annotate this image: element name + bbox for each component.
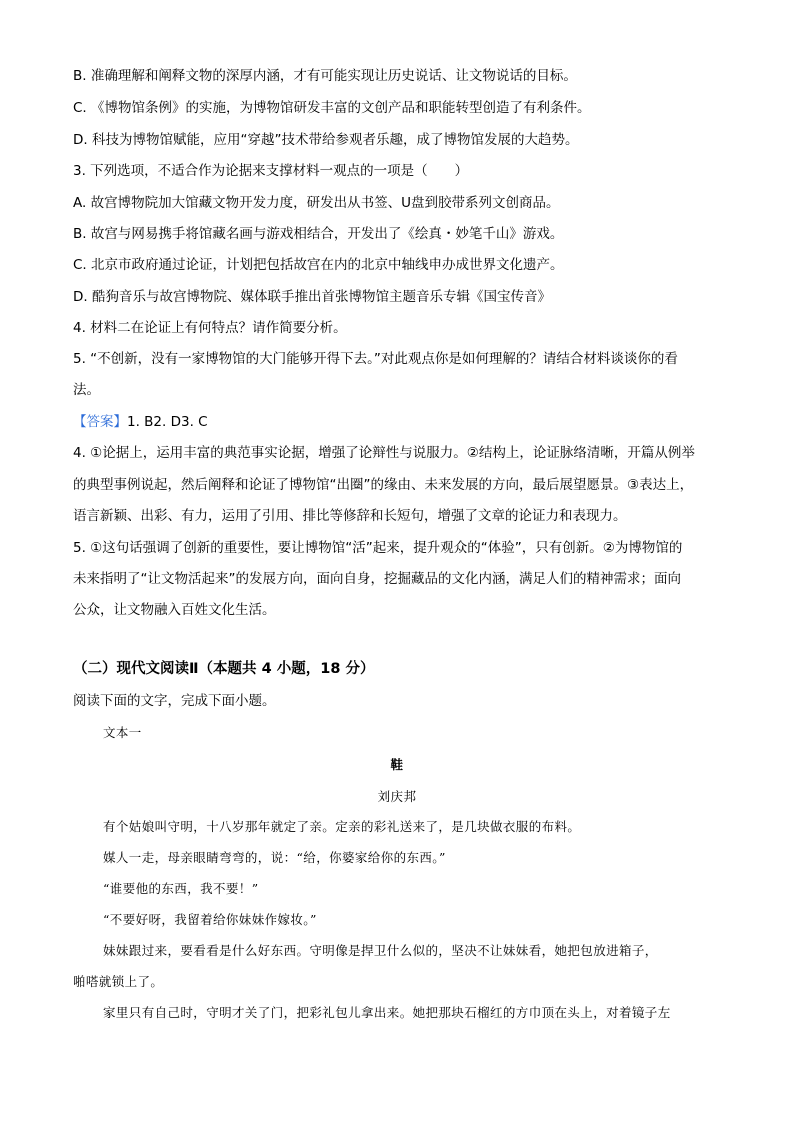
- answer-line: [73, 413, 208, 431]
- text-label: 文本一: [103, 725, 142, 740]
- q3-option-a: A. 故宫博物院加大馆藏文物开发力度，研发出从书签、U盘到胶带系列文创商品。: [73, 195, 560, 211]
- section-title: （二）现代文阅读Ⅱ（本题共 4 小题，18 分）: [73, 661, 375, 677]
- answer-choices: 1. B2. D3. C: [127, 414, 208, 430]
- q2-option-c: C. 《博物馆条例》的实施，为博物馆研发丰富的文创产品和职能转型创造了有利条件。: [73, 100, 591, 116]
- answer4-line2: 的典型事例说起，然后阐释和论证了博物馆“出圈”的缘由、未来发展的方向，最后展望愿景。③表达上，: [73, 477, 694, 493]
- answer5-line1: 5. ①这句话强调了创新的重要性，要让博物馆“活”起来，提升观众的“体验”，只有创新。②为博物馆的: [73, 540, 683, 556]
- section-instruction: 阅读下面的文字，完成下面小题。: [73, 693, 276, 709]
- q4-stem: 4. 材料二在论证上有何特点？请作简要分析。: [73, 320, 347, 336]
- story-paragraph: 妹妹跟过来，要看看是什么好东西。守明像是捍卫什么似的，坚决不让妹妹看，她把包放进箱子，: [103, 943, 658, 958]
- story-paragraph: “谁要他的东西，我不要！”: [103, 881, 259, 896]
- story-paragraph: 有个姑娘叫守明，十八岁那年就定了亲。定亲的彩礼送来了，是几块做衣服的布料。: [103, 819, 581, 834]
- story-paragraph-continued: 啪嗒就锁上了。: [73, 974, 164, 989]
- q2-option-b: B. 准确理解和阐释文物的深厚内涵，才有可能实现让历史说话、让文物说话的目标。: [73, 68, 577, 84]
- answer4-line3: 语言新颖、出彩、有力，运用了引用、排比等修辞和长短句，增强了文章的论证力和表现力。: [73, 508, 627, 524]
- story-title: 鞋: [390, 757, 404, 772]
- q3-option-d: D. 酷狗音乐与故宫博物院、媒体联手推出首张博物馆主题音乐专辑《国宝传音》: [73, 289, 551, 305]
- story-paragraph: “不要好呀，我留着给你妹妹作嫁妆。”: [103, 912, 317, 927]
- q5-stem-line1: 5. “不创新，没有一家博物馆的大门能够开得下去。”对此观点你是如何理解的？请结合材料谈谈你的看: [73, 351, 678, 367]
- q2-option-d: D. 科技为博物馆赋能，应用“穿越”技术带给参观者乐趣，成了博物馆发展的大趋势。: [73, 132, 579, 148]
- q3-option-c: C. 北京市政府通过论证，计划把包括故宫在内的北京中轴线申办成世界文化遗产。: [73, 257, 564, 273]
- answer4-line1: 4. ①论据上，运用丰富的典范事实论据，增强了论辩性与说服力。②结构上，论证脉络清晰，开篇从例举: [73, 445, 695, 461]
- answer-label: 【答案】: [73, 414, 127, 430]
- story-author: 刘庆邦: [377, 789, 417, 804]
- story-paragraph: 媒人一走，母亲眼睛弯弯的，说：“给，你婆家给你的东西。”: [103, 850, 446, 865]
- q3-stem: 3. 下列选项，不适合作为论据来支撑材料一观点的一项是（ ）: [73, 163, 469, 179]
- answer5-line3: 公众，让文物融入百姓文化生活。: [73, 602, 276, 618]
- q3-option-b: B. 故宫与网易携手将馆藏名画与游戏相结合，开发出了《绘真・妙笔千山》游戏。: [73, 226, 564, 242]
- q5-stem-line2: 法。: [73, 382, 100, 398]
- answer5-line2: 未来指明了“让文物活起来”的发展方向，面向自身，挖掘藏品的文化内涵，满足人们的精神需求；面向: [73, 571, 681, 587]
- story-paragraph: 家里只有自己时，守明才关了门，把彩礼包儿拿出来。她把那块石榴红的方巾顶在头上，对着镜子左: [103, 1005, 671, 1020]
